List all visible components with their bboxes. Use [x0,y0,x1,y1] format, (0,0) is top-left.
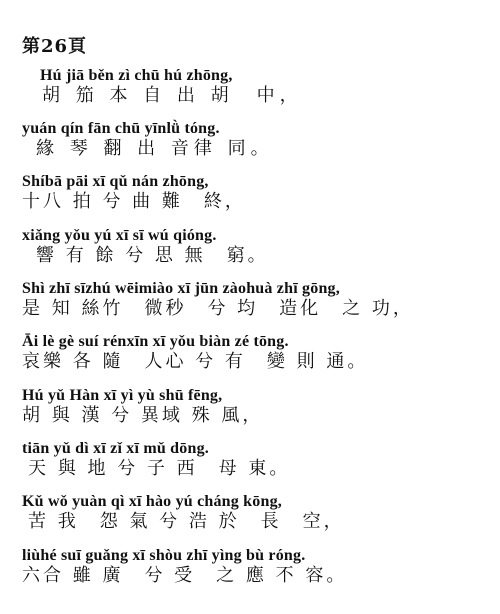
verse-pinyin: liùhé suī guǎng xī shòu zhī yìng bù róng. [22,547,306,564]
verse-hanzi: 天 與 地 兮 子 西 母 東。 [28,458,291,479]
verse-pinyin: Kǔ wǒ yuàn qì xī hào yú cháng kōng, [22,493,282,510]
page-number-header: 第26頁 [22,36,88,57]
verse-line [22,227,269,267]
verse-hanzi: 是 知 絲竹 微秒 兮 均 造化 之 功， [22,298,414,319]
verse-hanzi: 響 有 餘 兮 思 無 窮。 [36,245,269,266]
verse-line [22,280,414,320]
verse-pinyin: xiǎng yǒu yú xī sī wú qióng. [22,227,217,244]
verse-pinyin: Shíbā pāi xī qǔ nán zhōng, [22,173,209,190]
verse-hanzi: 胡 笳 本 自 出 胡 中， [42,85,303,106]
verse-hanzi: 緣 琴 翻 出 音律 同。 [36,138,274,159]
verse-line [22,173,246,213]
verse-line [22,440,290,480]
verse-line [22,387,263,427]
verse-pinyin: yuán qín fān chū yīnlǜ tóng. [22,120,220,137]
verse-hanzi: 六合 雖 廣 兮 受 之 應 不 容。 [22,565,348,586]
verse-line [22,333,368,373]
verse-hanzi: 哀樂 各 隨 人心 兮 有 變 則 通。 [22,351,369,372]
verse-hanzi: 胡 與 漢 兮 異域 殊 風， [22,405,264,426]
verse-line [22,493,345,533]
verse-pinyin: Shì zhī sīzhú wēimiào xī jūn zàohuà zhī gōng, [22,280,340,297]
verse-line [22,547,347,587]
verse-line [22,120,274,160]
verse-pinyin: Hú yǔ Hàn xī yì yù shū fēng, [22,387,223,404]
verse-pinyin: tiān yǔ dì xī zǐ xī mǔ dōng. [22,440,209,457]
verse-pinyin: Hú jiā běn zì chū hú zhōng, [40,67,233,84]
verse-pinyin: Āi lè gè suí rénxīn xī yǒu biàn zé tōng. [22,333,289,350]
verse-line [40,67,303,107]
verse-hanzi: 苦 我 怨 氣 兮 浩 於 長 空， [28,511,345,532]
verse-hanzi: 十八 拍 兮 曲 難 終， [22,191,246,212]
